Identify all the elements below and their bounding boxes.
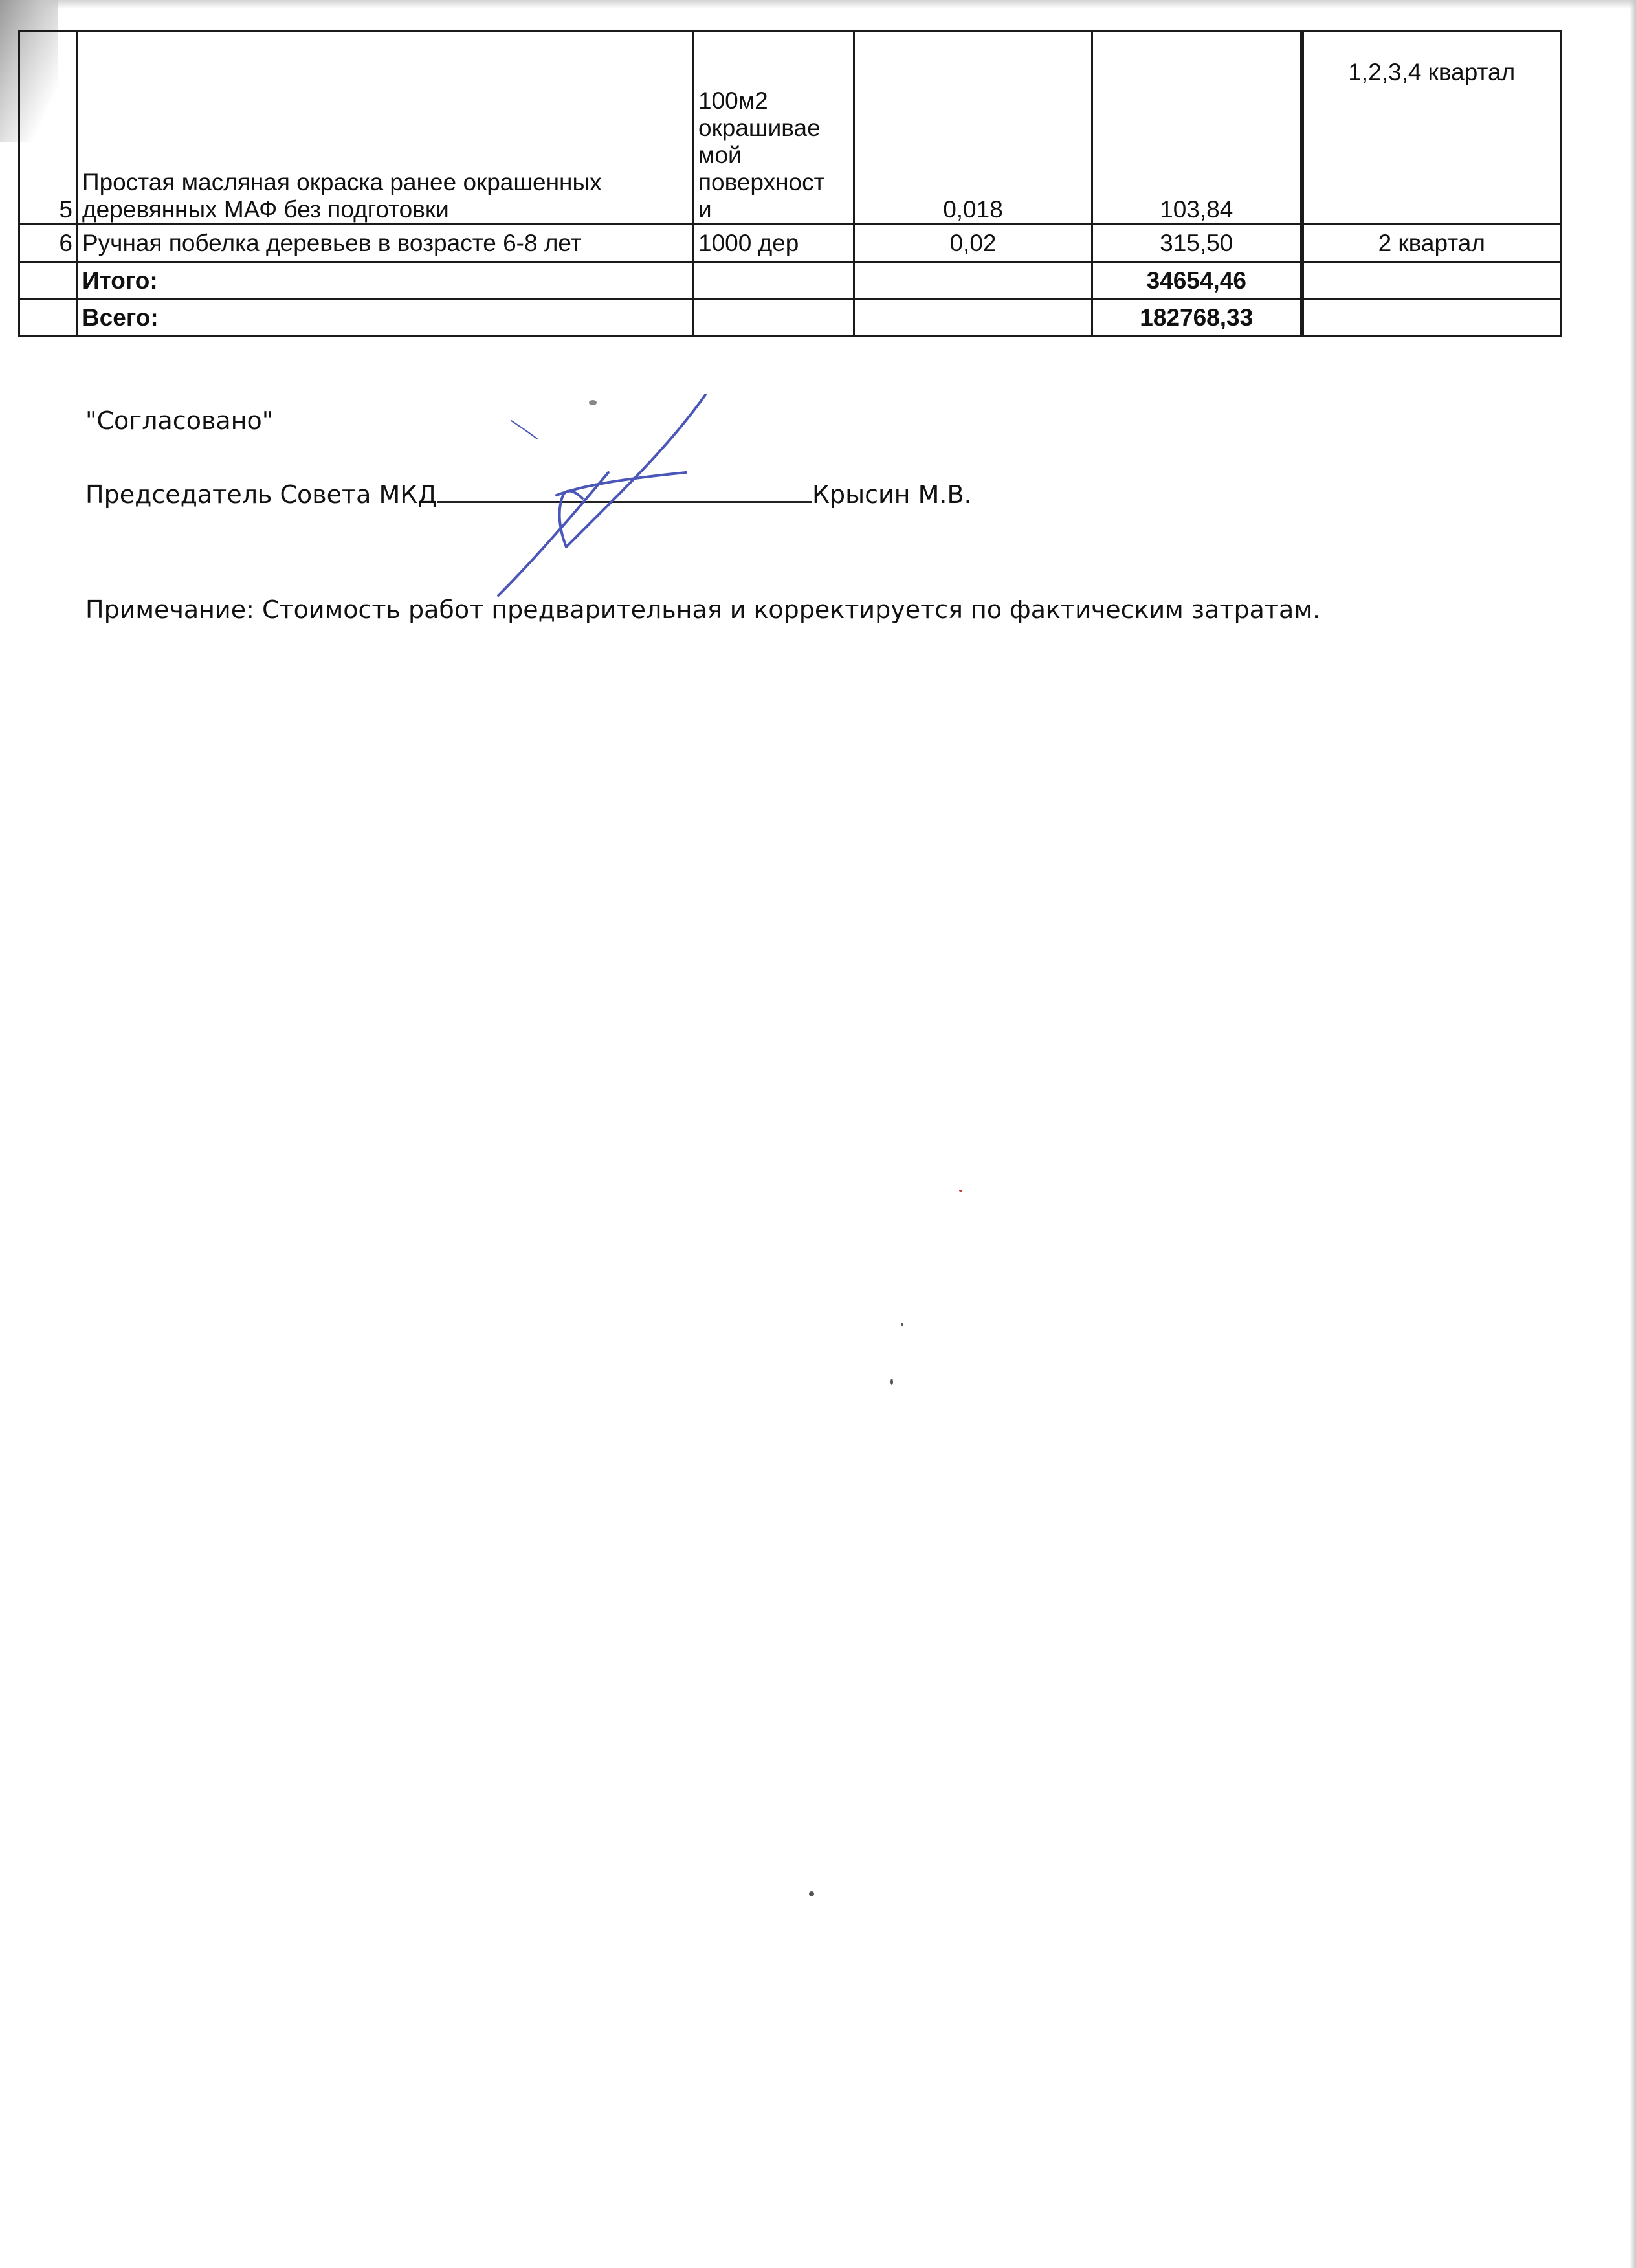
scan-speck	[901, 1323, 903, 1326]
scan-speck	[890, 1379, 893, 1385]
work-name	[78, 31, 694, 225]
work-unit-line: и	[698, 196, 712, 223]
work-quantity: 0,018	[854, 31, 1092, 225]
total-value: 182768,33	[1092, 300, 1302, 337]
total-row	[19, 300, 1561, 337]
empty-cell	[1302, 263, 1561, 300]
scan-speck	[589, 400, 597, 405]
empty-cell	[19, 263, 78, 300]
table-row	[19, 31, 1561, 225]
work-name-line: деревянных МАФ без подготовки	[82, 196, 449, 223]
work-cost: 315,50	[1092, 225, 1302, 263]
approval-heading: "Согласовано"	[85, 406, 274, 435]
scan-speck	[809, 1891, 814, 1896]
work-unit-line: поверхност	[698, 169, 825, 195]
work-unit-line: окрашивае	[698, 115, 821, 141]
empty-cell	[854, 300, 1092, 337]
total-label: Всего:	[78, 300, 694, 337]
row-number: 6	[19, 225, 78, 263]
works-table	[18, 30, 1562, 337]
empty-cell	[19, 300, 78, 337]
empty-cell	[854, 263, 1092, 300]
subtotal-label: Итого:	[78, 263, 694, 300]
work-unit-line: мой	[698, 142, 742, 168]
empty-cell	[1302, 300, 1561, 337]
work-period: 2 квартал	[1302, 225, 1561, 263]
empty-cell	[694, 263, 854, 300]
chair-label: Председатель Совета МКД	[85, 480, 437, 509]
scan-speck	[959, 1190, 962, 1192]
empty-cell	[694, 300, 854, 337]
handwritten-signature	[427, 382, 725, 615]
work-unit	[694, 31, 854, 225]
subtotal-value: 34654,46	[1092, 263, 1302, 300]
note-text: Примечание: Стоимость работ предварительная и корректируется по фактическим затратам.	[85, 595, 1321, 624]
scan-right-edge	[1630, 0, 1636, 2268]
work-name-line: Простая масляная окраска ранее окрашенных	[82, 169, 602, 195]
scan-top-edge	[0, 0, 1636, 9]
work-name: Ручная побелка деревьев в возрасте 6-8 лет	[78, 225, 694, 263]
chair-name: Крысин М.В.	[812, 480, 972, 509]
subtotal-row	[19, 263, 1561, 300]
work-unit: 1000 дер	[694, 225, 854, 263]
row-number: 5	[19, 31, 78, 225]
work-cost: 103,84	[1092, 31, 1302, 225]
work-unit-line: 100м2	[698, 87, 768, 114]
table-row	[19, 225, 1561, 263]
work-quantity: 0,02	[854, 225, 1092, 263]
work-period: 1,2,3,4 квартал	[1302, 31, 1561, 225]
